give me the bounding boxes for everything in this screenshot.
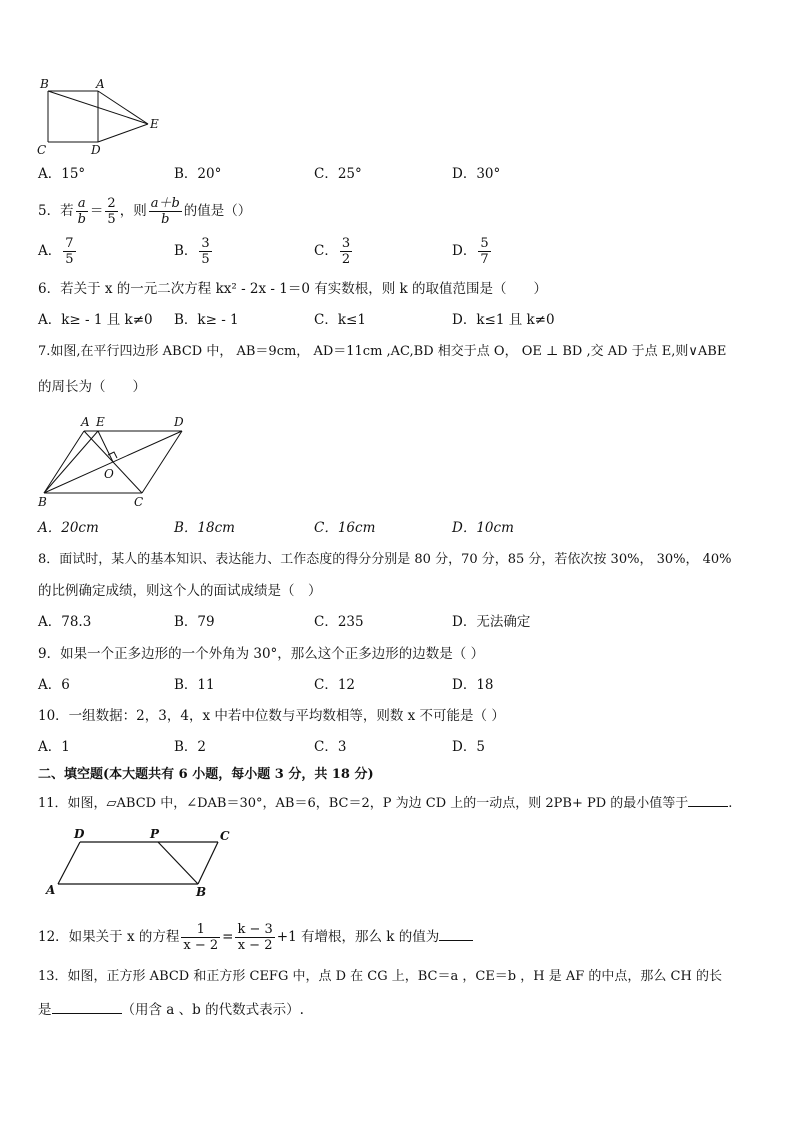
q7-question-line1: 7.如图,在平行四边形 ABCD 中， AB＝9cm， AD＝11cm ,AC,BD 相交于点 O， OE ⊥ BD ,交 AD 于点 E,则∨ABE: [38, 344, 727, 359]
fig4-label-c: C: [37, 143, 47, 157]
q6-option-a[interactable]: A．k≥ - 1 且 k≠0: [38, 312, 153, 328]
q5-option-a-num: 7: [65, 236, 74, 251]
q9-option-a[interactable]: A．6: [38, 677, 70, 693]
q7-question-line2: 的周长为（ ）: [38, 379, 146, 395]
q13-question-line1: 13．如图，正方形 ABCD 和正方形 CEFG 中，点 D 在 CG 上，BC＝a ，CE＝b ，H 是 AF 的中点，那么 CH 的长: [38, 969, 722, 984]
fig11-label-p: P: [150, 828, 160, 841]
q12-answer-blank[interactable]: [439, 926, 473, 941]
figure-q11-parallelogram: [40, 828, 240, 900]
q10-option-b[interactable]: B．2: [174, 739, 207, 755]
q7-option-b[interactable]: B．18cm: [174, 520, 235, 536]
fig7-label-o: O: [104, 467, 114, 481]
q12-f1-num: 1: [181, 922, 220, 938]
q5-f3-num: a＋b: [150, 196, 180, 211]
fig11-label-b: B: [196, 885, 207, 899]
q7-option-c[interactable]: C．16cm: [314, 520, 376, 536]
q5-option-c-label: C．: [314, 243, 338, 259]
figure-q4-square-triangle: [34, 76, 170, 160]
q12-fraction-left: [181, 922, 220, 953]
q5-f3-den: b: [161, 212, 170, 227]
q12-suffix: +1 有增根，那么 k 的值为: [276, 929, 440, 945]
q5-option-d-den: 7: [480, 252, 489, 267]
q8-option-b[interactable]: B．79: [174, 614, 215, 630]
q4-option-b[interactable]: B．20°: [174, 166, 222, 182]
q12-eq: =: [222, 929, 234, 945]
q10-question: 10．一组数据：2，3，4，x 中若中位数与平均数相等，则数 x 不可能是（ ）: [38, 708, 505, 724]
q5-f1-den: b: [77, 212, 86, 227]
q11-end: .: [728, 796, 733, 811]
q4-option-a[interactable]: A．15°: [38, 166, 86, 182]
q5-option-d-fraction: [478, 236, 490, 267]
q12-question: [38, 922, 473, 953]
q13-line2-end: （用含 a 、b 的代数式表示）.: [121, 1002, 304, 1018]
fig7-label-c: C: [134, 495, 144, 509]
q12-fraction-right: [235, 922, 274, 953]
q5-option-b-label: B．: [174, 243, 198, 259]
q10-option-a[interactable]: A．1: [38, 739, 70, 755]
q10-option-d[interactable]: D．5: [452, 739, 485, 755]
q9-option-b[interactable]: B．11: [174, 677, 215, 693]
q5-fraction-2-5: [105, 196, 117, 227]
q8-question-line1: 8．面试时，某人的基本知识、表达能力、工作态度的得分分别是 80 分，70 分，85 分，若依次按 30%， 30%， 40%: [38, 552, 732, 567]
q6-option-b[interactable]: B．k≥ - 1: [174, 312, 239, 328]
q5-option-b-den: 5: [201, 252, 210, 267]
q5-option-d-label: D．: [452, 243, 477, 259]
q5-suffix: 的值是（）: [183, 203, 252, 219]
q5-option-c-fraction: [340, 236, 352, 267]
q5-option-b-num: 3: [201, 236, 210, 251]
q5-option-a[interactable]: [38, 236, 78, 267]
q5-fraction-apb-b: [149, 196, 182, 227]
q8-question-line2: 的比例确定成绩，则这个人的面试成绩是（ ）: [38, 583, 322, 599]
q5-option-c-num: 3: [341, 236, 351, 251]
q5-eq: ＝: [89, 203, 104, 219]
fig4-label-a: A: [96, 77, 105, 91]
q5-f1-num: a: [76, 196, 88, 212]
fig7-label-a: A: [81, 415, 90, 429]
fig11-label-d: D: [74, 828, 85, 841]
q12-f2-den: x − 2: [237, 938, 273, 953]
fig4-label-e: E: [150, 117, 159, 131]
q5-option-d-num: 5: [480, 236, 489, 251]
q5-mid: ，则: [119, 203, 147, 219]
section-fill-in-heading: 二、填空题(本大题共有 6 小题，每小题 3 分，共 18 分): [38, 767, 374, 782]
fig7-label-d: D: [174, 415, 184, 429]
q8-option-d[interactable]: D．无法确定: [452, 614, 531, 630]
q4-option-d[interactable]: D．30°: [452, 166, 501, 182]
q9-question: 9．如果一个正多边形的一个外角为 30°，那么这个正多边形的边数是（ ）: [38, 646, 485, 662]
q6-question: 6．若关于 x 的一元二次方程 kx² - 2x - 1＝0 有实数根，则 k 的取值范围是（ ）: [38, 281, 548, 297]
fig7-label-e: E: [96, 415, 105, 429]
q5-option-a-fraction: [63, 236, 75, 267]
figure-q7-parallelogram: [34, 412, 194, 510]
fig4-label-d: D: [91, 143, 101, 157]
q9-option-c[interactable]: C．12: [314, 677, 356, 693]
q6-option-d[interactable]: D．k≤1 且 k≠0: [452, 312, 555, 328]
q11-question: [38, 792, 732, 813]
fig11-label-a: A: [46, 883, 56, 897]
q5-fraction-a-b: [76, 196, 88, 227]
q7-option-a[interactable]: A．20cm: [38, 520, 99, 536]
q4-option-c[interactable]: C．25°: [314, 166, 362, 182]
q13-answer-blank[interactable]: [52, 999, 122, 1014]
fig4-label-b: B: [40, 77, 49, 91]
q5-f2-den: 5: [107, 212, 116, 227]
q12-f2-num: k − 3: [237, 922, 273, 937]
q5-option-a-label: A．: [38, 243, 62, 259]
q11-answer-blank[interactable]: [688, 792, 728, 807]
q5-option-d[interactable]: [452, 236, 493, 267]
q5-option-c[interactable]: [314, 236, 354, 267]
q13-line2-start: 是: [38, 1002, 52, 1018]
q11-text: 11．如图，▱ABCD 中，∠DAB＝30°，AB＝6，BC＝2，P 为边 CD 上的一动点，则 2PB+ PD 的最小值等于: [38, 796, 689, 811]
q7-option-d[interactable]: D．10cm: [452, 520, 514, 536]
q5-option-b-fraction: [199, 236, 211, 267]
q13-question-line2: [38, 999, 304, 1019]
q6-option-c[interactable]: C．k≤1: [314, 312, 366, 328]
q10-option-c[interactable]: C．3: [314, 739, 347, 755]
q5-f2-num: 2: [107, 196, 116, 211]
q12-f1-den: x − 2: [183, 938, 219, 953]
q5-option-a-den: 5: [65, 252, 74, 267]
fig11-label-c: C: [220, 829, 230, 843]
q12-prefix: 12．如果关于 x 的方程: [38, 929, 180, 945]
q5-option-c-den: 2: [341, 252, 351, 267]
q5-option-b[interactable]: [174, 236, 214, 267]
q5-question: [38, 196, 251, 227]
q5-prefix: 5．若: [38, 203, 74, 219]
q8-option-a[interactable]: A．78.3: [38, 614, 92, 630]
q8-option-c[interactable]: C．235: [314, 614, 364, 630]
fig7-label-b: B: [38, 495, 47, 509]
q9-option-d[interactable]: D．18: [452, 677, 494, 693]
